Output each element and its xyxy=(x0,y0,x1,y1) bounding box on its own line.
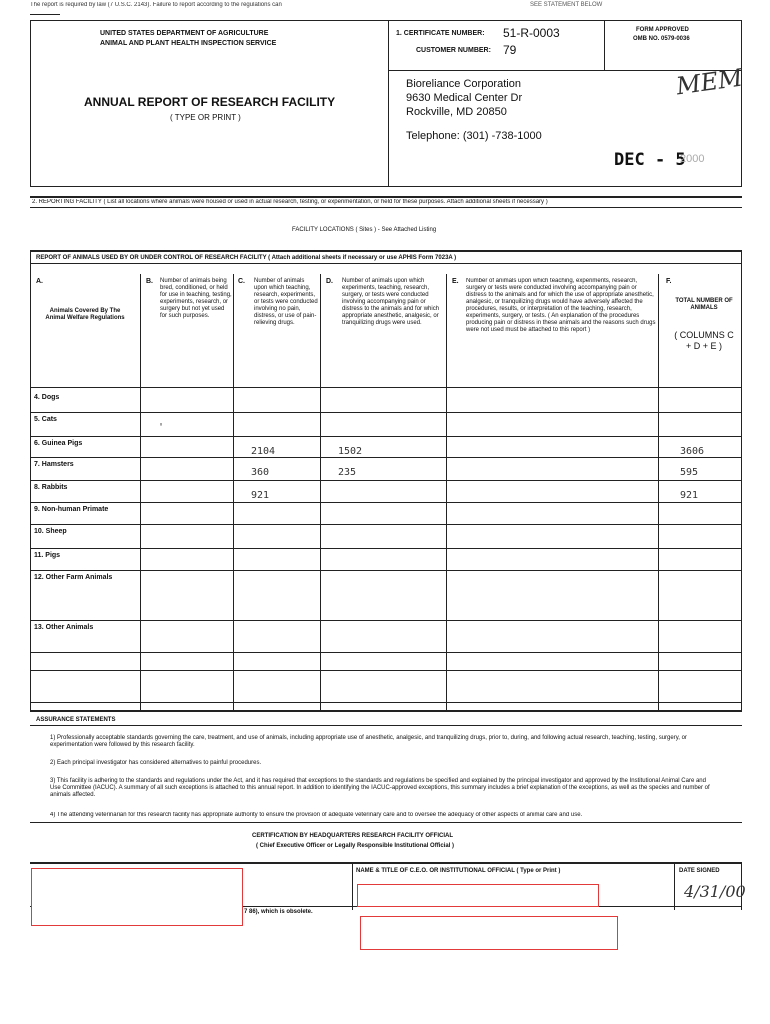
assurance-2: 2) Each principal investigator has considered alternatives to painful procedures. xyxy=(50,760,262,766)
form-title: ANNUAL REPORT OF RESEARCH FACILITY xyxy=(84,95,336,109)
row-divider xyxy=(30,670,742,671)
row-cell-c: 360 xyxy=(251,467,270,478)
row-divider xyxy=(30,620,742,621)
row-label: 10. Sheep xyxy=(34,528,67,535)
row-divider xyxy=(30,436,742,437)
col-a-desc: Animals Covered By The Animal Welfare Regulations xyxy=(45,308,125,321)
row-divider xyxy=(30,652,742,653)
row-divider xyxy=(30,480,742,481)
redaction-official-title xyxy=(360,916,618,950)
redaction-official-name xyxy=(357,884,599,907)
col-f-formula: ( COLUMNS C + D + E ) xyxy=(674,330,734,351)
assurance-4: 4) The attending veterinarian for this research facility has appropriate authority to ensure the provision of adequate veterinary care and to oversee the adequacy of other aspects of animal care and use. xyxy=(50,812,583,818)
col-d-desc: Number of animals upon which experiments, teaching, research, surgery, or tests were conducted involving accompanying pain or distress to the animals and for which appropriate anesthetic, analgesic, or tranquilizing drugs were used. xyxy=(342,278,440,326)
row-cell-f: 921 xyxy=(680,490,699,501)
facility-address-2: Rockville, MD 20850 xyxy=(406,106,507,118)
customer-number: 79 xyxy=(503,43,517,57)
col-f-letter: F. xyxy=(666,278,672,285)
redaction-signature xyxy=(31,868,243,926)
row-cell-f: 595 xyxy=(680,467,699,478)
received-initials: MEM xyxy=(674,63,745,101)
col-b-desc: Number of animals being bred, conditioned, or held for use in teaching, testing, experiments, research, or surgery but not yet used for such purposes. xyxy=(160,278,232,319)
row-label: 6. Guinea Pigs xyxy=(34,440,83,447)
omb-number: OMB NO. 0579-0036 xyxy=(633,36,690,42)
col-d-letter: D. xyxy=(326,278,333,285)
top-notice: The report is required by law (7 U.S.C. 2143). Failure to report according to the regulations can xyxy=(30,2,282,8)
row-cell-f: 3606 xyxy=(680,446,705,457)
certificate-label: 1. CERTIFICATE NUMBER: xyxy=(396,30,485,37)
facility-name: Bioreliance Corporation xyxy=(406,78,521,90)
row-label: 4. Dogs xyxy=(34,394,60,401)
received-date-year: 2000 xyxy=(680,153,705,165)
row-label: 5. Cats xyxy=(34,416,57,423)
facility-telephone: Telephone: (301) -738-1000 xyxy=(406,130,542,142)
certification-title: CERTIFICATION BY HEADQUARTERS RESEARCH FACILITY OFFICIAL xyxy=(252,833,454,839)
assurance-3: 3) This facility is adhering to the standards and regulations under the Act, and it has required that exceptions to the standards and regulations be specified and explained by the principal investigator and approved by the Institutional Animal Care and Use Committee (IACUC). A summary of all such exceptions is attached to this annual report. In addition to identifying the IACUC-approved exceptions, this summary includes a brief explanation of the exceptions, as well as the species and number of animals affected. xyxy=(50,778,710,798)
row-label: 13. Other Animals xyxy=(34,624,94,631)
row-label: 12. Other Farm Animals xyxy=(34,574,113,581)
row-cell-d: 1502 xyxy=(338,446,363,457)
col-c-letter: C. xyxy=(238,278,245,285)
received-date-stamp: DEC - 5 xyxy=(614,150,686,170)
col-b-letter: B. xyxy=(146,278,153,285)
col-e-desc: Number of animals upon which teaching, experiments, research, surgery or tests were conducted involving accompanying pain or distress to the animals and for which the use of appropriate anesthetic, analgesic, or tranquilizing drugs would have adversely affected the procedures, results, or interpretation of the teaching, research, experiments, surgery, or tests. ( An explanation of the procedures producing pain or distress in these animals and the reasons such drugs were not used must be attached to this report ) xyxy=(466,278,656,333)
row-divider xyxy=(30,570,742,571)
certificate-number: 51-R-0003 xyxy=(503,26,560,40)
form-subtitle: ( TYPE OR PRINT ) xyxy=(170,113,241,122)
customer-label: CUSTOMER NUMBER: xyxy=(416,47,491,54)
reporting-facility: 2. REPORTING FACILITY ( List all locations where animals were housed or used in actual research, testing, or experimentation, or held for these purposes. Attach additional sheets if necessary ) xyxy=(32,199,548,205)
facility-locations: FACILITY LOCATIONS ( Sites ) - See Attached Listing xyxy=(292,227,437,233)
date-signed-label: DATE SIGNED xyxy=(679,868,720,874)
top-notice-right: SEE STATEMENT BELOW xyxy=(530,2,603,8)
form-approved: FORM APPROVED xyxy=(636,27,689,33)
row-label: 7. Hamsters xyxy=(34,461,74,468)
row-divider xyxy=(30,702,742,703)
facility-address-1: 9630 Medical Center Dr xyxy=(406,92,523,104)
row-cell-d: 235 xyxy=(338,467,357,478)
assurance-heading: ASSURANCE STATEMENTS xyxy=(36,717,116,723)
row-divider xyxy=(30,502,742,503)
row-cell-b: ' xyxy=(158,422,165,433)
row-label: 8. Rabbits xyxy=(34,484,68,491)
date-signed-value: 4/31/00 xyxy=(684,882,746,901)
row-cell-c: 921 xyxy=(251,490,270,501)
col-c-desc: Number of animals upon which teaching, research, experiments, or tests were conducted involving no pain, distress, or use of pain-relieving drugs. xyxy=(254,278,318,326)
certification-subtitle: ( Chief Executive Officer or Legally Responsible Institutional Official ) xyxy=(256,843,455,849)
agency-line-1: UNITED STATES DEPARTMENT OF AGRICULTURE xyxy=(100,30,269,37)
row-divider xyxy=(30,457,742,458)
row-divider xyxy=(30,524,742,525)
row-cell-c: 2104 xyxy=(251,446,276,457)
col-a-letter: A. xyxy=(36,278,43,285)
assurance-1: 1) Professionally acceptable standards governing the care, treatment, and use of animals, including appropriate use of anesthetic, analgesic, and tranquilizing drugs, prior to, during, and following actual research, teaching, testing, surgery, or experimentation were followed by this research facility. xyxy=(50,735,687,748)
ceo-name-label: NAME & TITLE OF C.E.O. OR INSTITUTIONAL OFFICIAL ( Type or Print ) xyxy=(356,868,561,874)
row-divider xyxy=(30,412,742,413)
row-label: 9. Non-human Primate xyxy=(34,506,109,513)
form-obsolete-note: 7 86), which is obsolete. xyxy=(244,909,313,915)
report-header: REPORT OF ANIMALS USED BY OR UNDER CONTROL OF RESEARCH FACILITY ( Attach additional sheets if necessary or use APHIS Form 7023A ) xyxy=(36,255,457,261)
agency-line-2: ANIMAL AND PLANT HEALTH INSPECTION SERVICE xyxy=(100,40,277,47)
col-e-letter: E. xyxy=(452,278,459,285)
row-divider xyxy=(30,548,742,549)
col-f-desc: TOTAL NUMBER OF ANIMALS xyxy=(675,298,733,311)
row-label: 11. Pigs xyxy=(34,552,61,559)
